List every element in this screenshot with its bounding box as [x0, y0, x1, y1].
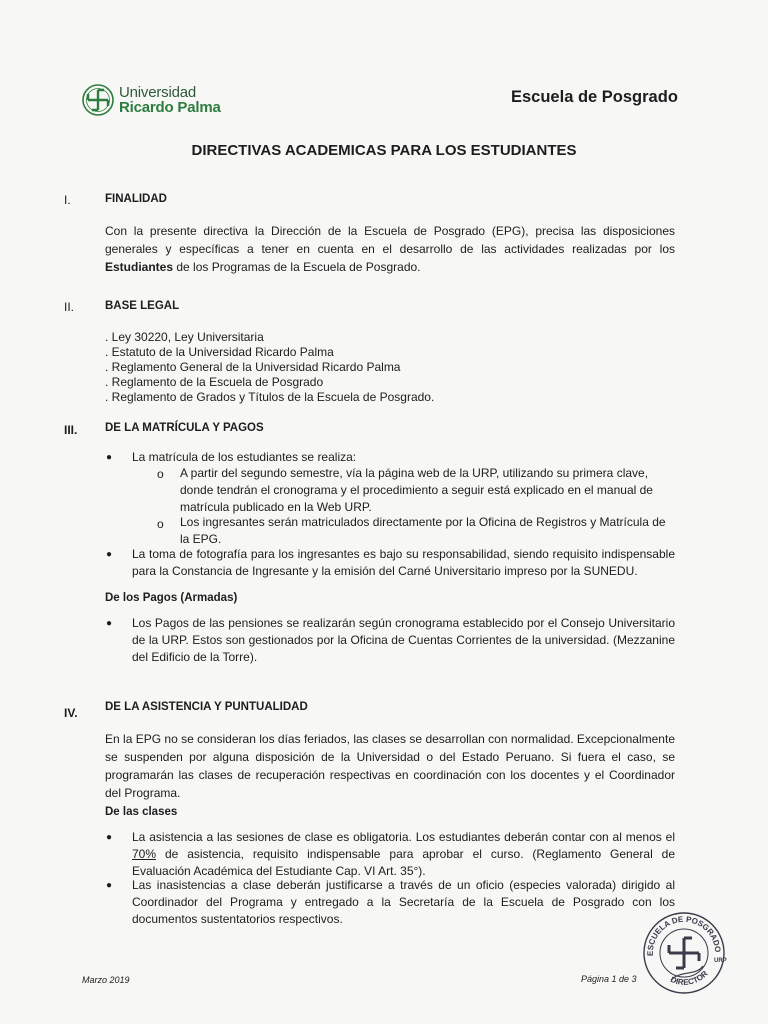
footer-date: Marzo 2019: [82, 975, 130, 985]
section-number: I.: [64, 193, 71, 207]
bullet-icon: ●: [106, 549, 113, 560]
bullet-text: de asistencia, requisito indispensable para aprobar el curso. (Reglamento General de Evaluación Académica del Estudiante Cap. VI Art. 35°).: [132, 847, 675, 878]
section-heading: FINALIDAD: [105, 193, 167, 205]
bullet-icon: ●: [106, 618, 113, 629]
svg-text:DIRECTOR: [669, 969, 710, 987]
list-item: . Reglamento de Grados y Títulos de la Escuela de Posgrado.: [105, 390, 435, 404]
logo-line-universidad: Universidad: [119, 84, 197, 101]
paragraph-bold-text: Estudiantes: [105, 260, 174, 274]
attendance-percentage: 70%: [132, 847, 157, 861]
list-item: . Ley 30220, Ley Universitaria: [105, 330, 264, 344]
urp-emblem-icon: [82, 84, 114, 116]
director-seal-stamp: [641, 910, 727, 996]
logo-line-ricardo-palma: Ricardo Palma: [119, 99, 221, 116]
seal-text-top: ESCUELA DE POSGRADO: [645, 914, 723, 957]
sub-bullet-icon: o: [157, 517, 164, 531]
bullet-item: Los Pagos de las pensiones se realizarán según cronograma establecido por el Consejo Universitario de la URP. Estos son gestionados por la Oficina de Cuentas Corrientes de la universidad. (Mezzanine del Edificio de la Torre).: [132, 616, 675, 664]
list-item: . Reglamento de la Escuela de Posgrado: [105, 375, 324, 389]
university-logo: [82, 84, 221, 116]
bullet-item: La matrícula de los estudiantes se realiza:: [132, 450, 357, 464]
seal-text-bottom: DIRECTOR: [669, 969, 710, 987]
bullet-text: La asistencia a las sesiones de clase es obligatoria. Los estudiantes deberán contar con al menos el: [132, 830, 675, 844]
section-heading: DE LA MATRÍCULA Y PAGOS: [105, 422, 264, 434]
section-number: II.: [64, 300, 75, 314]
paragraph-text: Con la presente directiva la Dirección de la Escuela de Posgrado (EPG), precisa las disposiciones generales y específicas a tener en cuenta en el desarrollo de las actividades realizadas por los: [105, 224, 675, 256]
document-title: DIRECTIVAS ACADEMICAS PARA LOS ESTUDIANTES: [191, 142, 577, 159]
legal-base-list: [105, 330, 434, 405]
list-item: . Reglamento General de la Universidad Ricardo Palma: [105, 360, 401, 374]
footer-page-number: Página 1 de 3: [581, 974, 637, 984]
section-paragraph: En la EPG no se consideran los días feriados, las clases se desarrollan con normalidad. Excepcionalmente se suspenden por alguna disposición de la Universidad o del Estado Peruano. Si fuera el caso, se programarán las clases de recuperación respectivas en coordinación con los docentes y el Coordinador del Programa.: [105, 732, 675, 800]
section-heading: DE LA ASISTENCIA Y PUNTUALIDAD: [105, 701, 308, 713]
bullet-item: La toma de fotografía para los ingresantes es bajo su responsabilidad, siendo requisito indispensable para la Constancia de Ingresante y la emisión del Carné Universitario impreso por la SUNEDU.: [132, 547, 675, 578]
sub-bullet-item: Los ingresantes serán matriculados directamente por la Oficina de Registros y Matrícula de la EPG.: [180, 515, 666, 546]
bullet-icon: ●: [106, 452, 113, 463]
paragraph-text: de los Programas de la Escuela de Posgrado.: [176, 260, 421, 274]
sub-bullet-item: A partir del segundo semestre, vía la página web de la URP, utilizando su primera clave, donde tendrán el cronograma y el procedimiento a seguir está explicado en el manual de matrícula publicado en la Web URP.: [180, 466, 653, 514]
seal-text-side: URP: [714, 958, 727, 964]
bullet-item: [132, 829, 675, 880]
bullet-icon: ●: [106, 832, 113, 843]
section-heading: BASE LEGAL: [105, 300, 180, 312]
list-item: . Estatuto de la Universidad Ricardo Palma: [105, 345, 334, 359]
section-number: III.: [64, 423, 78, 437]
bullet-icon: ●: [106, 880, 113, 891]
sub-bullet-icon: o: [157, 467, 164, 481]
bullet-item: Las inasistencias a clase deberán justificarse a través de un oficio (especies valorada) dirigido al Coordinador del Programa y entregado a la Secretaría de la Escuela de Posgrado con los documentos sustentatorios respectivos.: [132, 878, 675, 926]
school-name: Escuela de Posgrado: [511, 88, 678, 106]
section-paragraph: [105, 222, 675, 276]
subsection-heading: De las clases: [105, 806, 178, 818]
section-number: IV.: [64, 706, 78, 720]
subsection-heading: De los Pagos (Armadas): [105, 592, 238, 604]
